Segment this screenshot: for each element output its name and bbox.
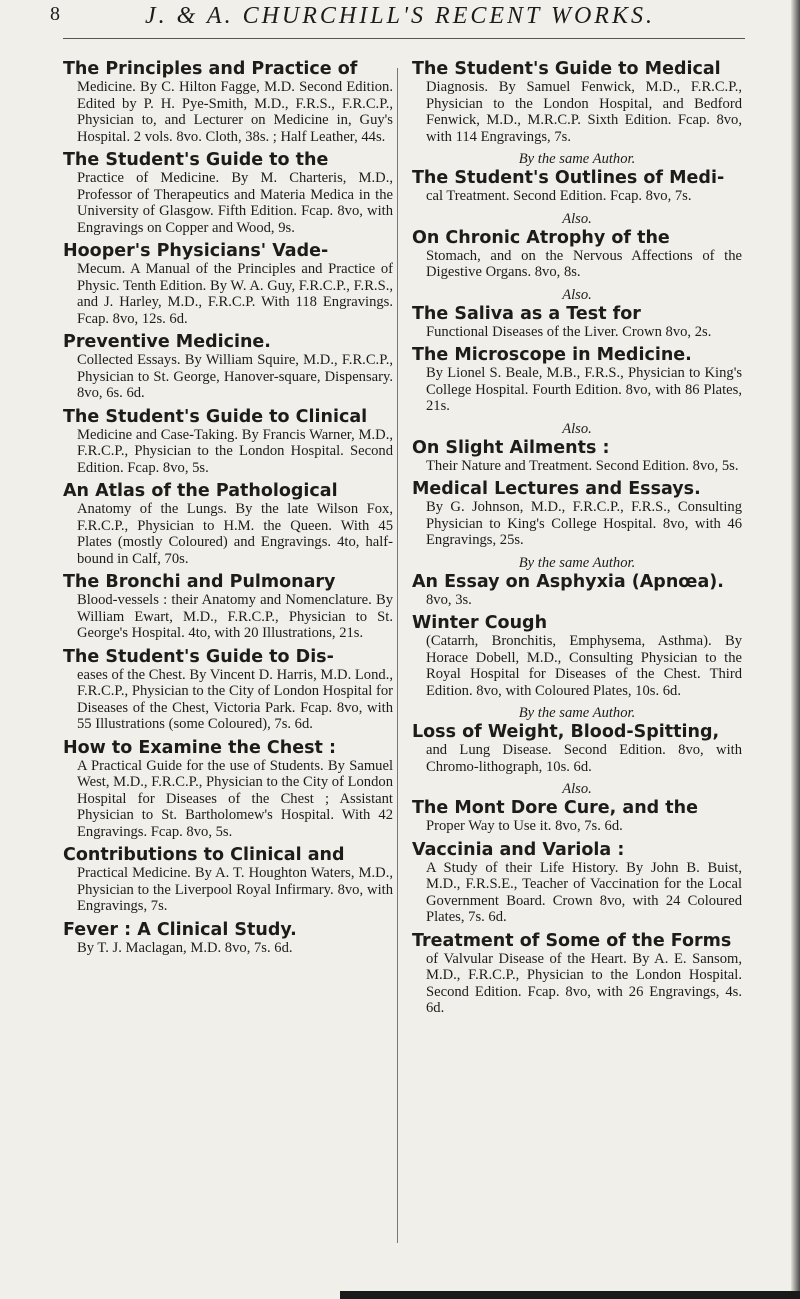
entry-title: The Student's Guide to Medical (412, 59, 721, 79)
entry-description: Medicine. By C. Hilton Fagge, M.D. Second Edition. Edited by P. H. Pye-Smith, M.D., F.R.S., F.R.C.P., Physician to, and Lecturer on Medicine in, Guy's Hospital. 2 vols. 8vo. Cloth, 38s. ; Half Leather, 44s. (77, 79, 393, 145)
byline: Also. (562, 210, 592, 227)
book-entry (412, 346, 742, 415)
entry-title: The Microscope in Medicine. (412, 345, 692, 365)
book-entry (412, 799, 742, 835)
book-entry (412, 573, 742, 609)
book-entry (412, 305, 742, 341)
page-edge-shadow (791, 0, 800, 1299)
page-number: 8 (50, 3, 60, 25)
entry-description: cal Treatment. Second Edition. Fcap. 8vo, 7s. (426, 188, 692, 204)
entry-title: Fever : A Clinical Study. (63, 919, 297, 940)
book-entry (412, 439, 742, 475)
entry-description: By Lionel S. Beale, M.B., F.R.S., Physician to King's College Hospital. Fourth Edition. 8vo, with 86 Plates, 21s. (426, 365, 742, 414)
book-entry (412, 229, 742, 281)
entry-description: By G. Johnson, M.D., F.R.C.P., F.R.S., Consulting Physician to King's College Hospital. 8vo, with 46 Engravings, 25s. (426, 499, 742, 548)
entry-title: An Atlas of the Pathological (63, 481, 338, 501)
byline: By the same Author. (518, 705, 636, 721)
entry-title: Treatment of Some of the Forms (412, 930, 732, 951)
left-column (63, 60, 393, 962)
book-entry (63, 408, 393, 477)
entry-description: (Catarrh, Bronchitis, Emphysema, Asthma). By Horace Dobell, M.D., Consulting Physician to the Royal Hospital for Diseases of the Chest. Third Edition. 8vo, with Coloured Plates, 10s. 6d. (426, 633, 742, 699)
entry-description: of Valvular Disease of the Heart. By A. E. Sansom, M.D., F.R.C.P., Physician to the London Hospital. Second Edition. Fcap. 8vo, with 26 Engravings, 4s. 6d. (426, 950, 742, 1016)
entry-title: Loss of Weight, Blood-Spitting, (412, 722, 720, 742)
entry-description: Stomach, and on the Nervous Affections of the Digestive Organs. 8vo, 8s. (426, 247, 742, 280)
entry-title: The Mont Dore Cure, and the (412, 798, 698, 818)
entry-title: The Student's Outlines of Medi- (412, 168, 725, 188)
entry-title: Preventive Medicine. (63, 332, 271, 352)
entry-description: Functional Diseases of the Liver. Crown 8vo, 2s. (426, 323, 712, 340)
entry-title: The Student's Guide to Dis- (63, 646, 334, 667)
entry-description: Proper Way to Use it. 8vo, 7s. 6d. (426, 818, 623, 834)
bottom-edge-bar (340, 1291, 800, 1299)
book-entry (63, 333, 393, 402)
book-entry (412, 60, 742, 145)
entry-title: An Essay on Asphyxia (Apnœa). (412, 571, 724, 592)
entry-title: The Principles and Practice of (63, 59, 358, 79)
book-entry (412, 932, 742, 1017)
entry-title: Winter Cough (412, 613, 548, 633)
entry-description: 8vo, 3s. (426, 591, 472, 608)
entry-description: By T. J. Maclagan, M.D. 8vo, 7s. 6d. (77, 939, 293, 956)
entry-description: A Practical Guide for the use of Students. By Samuel West, M.D., F.R.C.P., Physician to the City of London Hospital for Diseases of the Chest ; Assistant Physician to St. Bartholomew's Hospital. With 42 Engravings. Fcap. 8vo, 5s. (77, 757, 393, 840)
entry-description: Their Nature and Treatment. Second Edition. 8vo, 5s. (426, 457, 739, 474)
entry-description: and Lung Disease. Second Edition. 8vo, with Chromo-lithograph, 10s. 6d. (426, 742, 742, 775)
book-entry (63, 648, 393, 733)
entry-description: Practice of Medicine. By M. Charteris, M.D., Professor of Therapeutics and Materia Medica in the University of Glasgow. Fifth Edition. Fcap. 8vo, with Engravings on Copper and Wood, 9s. (77, 170, 393, 236)
book-entry (412, 723, 742, 775)
byline: Also. (562, 781, 592, 797)
entry-title: The Student's Guide to the (63, 150, 329, 170)
book-entry (63, 573, 393, 642)
entry-description: Medicine and Case-Taking. By Francis Warner, M.D., F.R.C.P., Physician to the London Hospital. Second Edition. Fcap. 8vo, 5s. (77, 426, 393, 476)
entry-description: Practical Medicine. By A. T. Houghton Waters, M.D., Physician to the Liverpool Royal Infirmary. 8vo, with Engravings, 7s. (77, 865, 393, 914)
entry-description: Anatomy of the Lungs. By the late Wilson Fox, F.R.C.P., Physician to H.M. the Queen. With 45 Plates (mostly Coloured) and Engravings. 4to, half-bound in Calf, 70s. (77, 501, 393, 567)
entry-title: Vaccinia and Variola : (412, 839, 625, 860)
entry-description: eases of the Chest. By Vincent D. Harris, M.D. Lond., F.R.C.P., Physician to the City of London Hospital for Diseases of the Chest, Victoria Park. Fcap. 8vo, with 55 Illustrations (some Coloured), 7s. 6d. (77, 666, 393, 732)
book-entry (63, 482, 393, 567)
entry-title: Hooper's Physicians' Vade- (63, 241, 329, 261)
entry-title: On Chronic Atrophy of the (412, 227, 670, 248)
header-rule (63, 38, 745, 39)
book-entry (63, 60, 393, 145)
book-entry (412, 480, 742, 549)
byline: By the same Author. (518, 151, 636, 167)
entry-title: On Slight Ailments : (412, 437, 610, 458)
book-entry (412, 169, 742, 205)
book-entry (63, 846, 393, 915)
entry-title: The Saliva as a Test for (412, 303, 641, 324)
entry-description: A Study of their Life History. By John B. Buist, M.D., F.R.S.E., Teacher of Vaccination for the Local Government Board. Crown 8vo, with 24 Coloured Plates, 7s. 6d. (426, 859, 742, 925)
entry-description: Blood-vessels : their Anatomy and Nomenclature. By William Ewart, M.D., F.R.C.P., Physician to St. George's Hospital. 4to, with 20 Illustrations, 21s. (77, 592, 393, 641)
byline: Also. (562, 420, 592, 437)
book-entry (63, 151, 393, 236)
right-column (412, 60, 742, 1023)
entry-title: Medical Lectures and Essays. (412, 479, 701, 499)
entry-description: Mecum. A Manual of the Principles and Practice of Physic. Tenth Edition. By W. A. Guy, F.R.C.P., F.R.S., and J. Harley, M.D., F.R.C.P. With 118 Engravings. Fcap. 8vo, 12s. 6d. (77, 261, 393, 327)
entry-title: Contributions to Clinical and (63, 845, 345, 865)
entry-description: Collected Essays. By William Squire, M.D., F.R.C.P., Physician to St. George, Hanover-square, Dispensary. 8vo, 6s. 6d. (77, 352, 393, 401)
entry-title: The Bronchi and Pulmonary (63, 572, 336, 592)
book-entry (412, 614, 742, 699)
book-entry (63, 739, 393, 841)
book-entry (412, 841, 742, 926)
book-entry (63, 242, 393, 327)
entry-title: The Student's Guide to Clinical (63, 406, 368, 427)
column-divider (397, 68, 398, 1243)
entry-title: How to Examine the Chest : (63, 737, 336, 758)
byline: By the same Author. (518, 554, 636, 571)
book-entry (63, 921, 393, 957)
byline: Also. (562, 286, 592, 303)
entry-description: Diagnosis. By Samuel Fenwick, M.D., F.R.C.P., Physician to the London Hospital, and Bedford Fenwick, M.D., M.R.C.P. Sixth Edition. Fcap. 8vo, with 114 Engravings, 7s. (426, 79, 742, 145)
running-head: J. & A. CHURCHILL'S RECENT WORKS. (145, 3, 655, 29)
